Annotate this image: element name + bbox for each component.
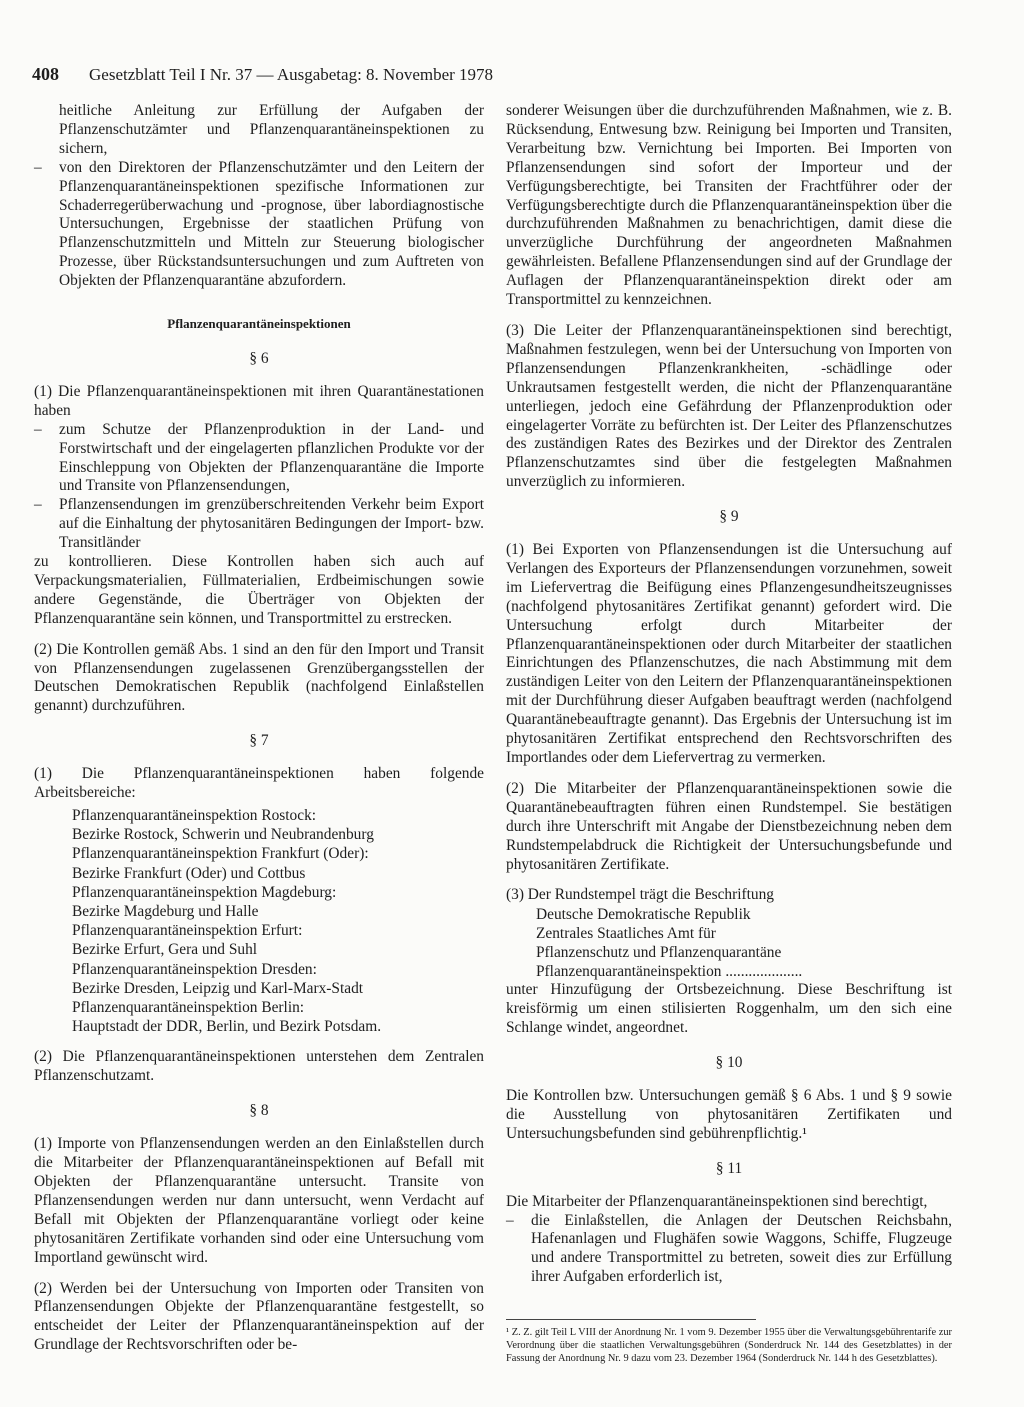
paragraph-8-1: (1) Importe von Pflanzensendungen werden an den Einlaßstellen durch die Mitarbeiter der Pflanzenquarantäneinspektionen auf Befall mit Objekten der Pflanzenquarantäne untersucht. Transite von Pflanzensendungen werden nur dann untersucht, wenn Verdacht auf Befall mit Objekten der Pflanzenquarantäne vorliegt oder keine phytosanitären Zertifikate vorhanden sind oder eine Untersuchung vom Importland gewünscht wird. [34,1135,484,1266]
list-item: Bezirke Magdeburg und Halle [72,903,259,921]
paragraph-9-3-continuation: unter Hinzufügung der Ortsbezeichnung. Diese Beschriftung ist kreisförmig um einen stilisierten Roggenhalm, um den sich eine Schlange windet, angeordnet. [506,981,952,1037]
paragraph-9-1: (1) Bei Exporten von Pflanzensendungen ist die Untersuchung auf Verlangen des Exporteurs der Pflanzensendungen vorzunehmen, soweit im Liefervertrag die Beifügung eines Pflanzengesundheitszeugnisses (nachfolgend phytosanitäres Zertifikat genannt) gefordert wird. Die Untersuchung erfolgt durch Mitarbeiter der Pflanzenquarantäneinspektionen oder durch Mitarbeiter der staatlichen Einrichtungen des Pflanzenschutzes, die nach Abstimmung mit dem zuständigen Leiter von den Leitern der Pflanzenquarantäneinspektionen mit der Durchführung dieser Aufgaben beauftragt werden (nachfolgend Quarantänebeauftragte genannt). Das Ergebnis der Untersuchung ist im phytosanitären Zertifikat entsprechend den Rechtsvorschriften des Importlandes oder dem Liefervertrag zu vermerken. [506,541,952,766]
page-number: 408 [32,64,59,84]
list-item: Pflanzenquarantäneinspektion Dresden: [72,960,317,978]
list-item: Pflanzenquarantäneinspektion Frankfurt (Oder): [72,845,369,863]
paragraph-6-1: (1) Die Pflanzenquarantäneinspektionen mit ihren Quarantänestationen haben [34,382,484,419]
paragraph-8-3: (3) Die Leiter der Pflanzenquarantäneinspektionen sind berechtigt, Maßnahmen festzulegen, wenn bei der Untersuchung von Importen von Pflanzensendungen Pflanzenkrankheiten, -schädlinge oder Unkrautsamen festgestellt werden, die nicht der Pflanzenquarantäne unterliegen, jedoch eine Gefährdung der Pflanzenproduktion oder eingelagerter Vorräte zu befürchten ist. Der Leiter des Pflanzenschutzes des zuständigen Rates des Bezirkes und der Direktor des Zentralen Pflanzenschutzamtes sind über die festgelegten Maßnahmen unverzüglich zu informieren. [506,321,952,491]
paragraph-6-2: (2) Die Kontrollen gemäß Abs. 1 sind an den für den Import und Transit von Pflanzensendungen zugelassenen Grenzübergangsstellen der Deutschen Demokratischen Republik (nachfolgend Einlaßstellen genannt) durchzuführen. [34,640,484,715]
list-item: Bezirke Erfurt, Gera und Suhl [72,941,258,959]
paragraph-8-title: § 8 [249,1102,269,1120]
paragraph-11-title: § 11 [715,1159,743,1177]
footnote-area [506,1319,952,1365]
paragraph-8-2: (2) Werden bei der Untersuchung von Importen oder Transiten von Pflanzensendungen Objekte der Pflanzenquarantäne festgestellt, so entscheidet der Leiter der Pflanzenquarantäneinspektion auf der Grundlage der Rechtsvorschriften oder be- [34,1279,484,1354]
paragraph-7-2: (2) Die Pflanzenquarantäneinspektionen unterstehen dem Zentralen Pflanzenschutzamt. [34,1048,484,1085]
paragraph-9-2: (2) Die Mitarbeiter der Pflanzenquarantäneinspektionen sowie die Quarantänebeauftragten führen einen Rundstempel. Sie bestätigen durch ihre Unterschrift mit Angabe der Dienstbezeichnung neben dem Rundstempelabdruck die Richtigkeit der Untersuchungsbefunde und phytosanitären Zertifikate. [506,779,952,873]
stamp-inscription [506,905,952,981]
right-column [506,102,952,1365]
paragraph-6-title: § 6 [249,349,269,367]
header-title: Gesetzblatt Teil I Nr. 37 — Ausgabetag: 8. November 1978 [89,65,494,84]
stamp-line: Pflanzenquarantäneinspektion .................... [536,963,803,981]
list-item: Pflanzenquarantäneinspektion Rostock: [72,807,317,824]
paragraph-8-2-continuation: sonderer Weisungen über die durchzuführenden Maßnahmen, wie z. B. Rücksendung, Entwesung bzw. Reinigung bei Importen und Transiten, Verarbeitung bzw. Vernichtung bei Importen. Bei Importen von Pflanzensendungen sind sofort der Importeur und der Verfügungsberechtigte, bei Transiten der Frachtführer oder der Verfügungsberechtigte durch die Pflanzenquarantäneinspektion über die durchzuführenden Maßnahmen zu benachrichtigen, damit diese die unverzügliche Durchführung der angeordneten Maßnahmen gewährleisten. Befallene Pflanzensendungen sind auf der Grundlage der Auflagen der Pflanzenquarantäneinspektion direkt oder am Transportmittel zu kennzeichnen. [506,102,952,309]
list-item: Pflanzenquarantäneinspektion Magdeburg: [72,883,337,901]
list-item: Bezirke Dresden, Leipzig und Karl-Marx-Stadt [72,979,364,997]
paragraph-6-dash-2: – Pflanzensendungen im grenzüberschreitenden Verkehr beim Export auf die Einhaltung der phytosanitären Bedingungen der Import- bzw. Transitländer [34,496,484,552]
list-item: Hauptstadt der DDR, Berlin, und Bezirk Potsdam. [72,1018,382,1036]
stamp-line: Zentrales Staatliches Amt für [536,925,716,943]
list-item: Bezirke Frankfurt (Oder) und Cottbus [72,864,306,882]
stamp-line: Deutsche Demokratische Republik [536,906,751,924]
left-column [34,102,484,1355]
page-header [32,60,732,88]
paragraph-11: Die Mitarbeiter der Pflanzenquarantäneinspektionen sind berechtigt, [506,1192,928,1210]
paragraph-10-title: § 10 [715,1054,743,1072]
paragraph-7-title: § 7 [249,732,269,750]
paragraph-9-3: (3) Der Rundstempel trägt die Beschriftung [506,886,774,904]
section-heading: Pflanzenquarantäneinspektionen [167,316,351,332]
stamp-line: Pflanzenschutz und Pflanzenquarantäne [536,944,782,962]
footnote-1: ¹ Z. Z. gilt Teil L VIII der Anordnung Nr. 1 vom 9. Dezember 1955 über die Verwaltungsgebührentarife zur Verordnung über die staatlichen Verwaltungsgebühren (Sonderdruck Nr. 144 des Gesetzblattes) in der Fassung der Anordnung Nr. 9 dazu vom 23. Dezember 1964 (Sonderdruck Nr. 144 h des Gesetzblattes). [506,1327,952,1365]
paragraph-7-1: (1) Die Pflanzenquarantäneinspektionen haben folgende Arbeitsbereiche: [34,765,484,802]
intro-dash-item: – von den Direktoren der Pflanzenschutzämter und den Leitern der Pflanzenquarantäneinspektionen spezifische Informationen zur Schaderregerüberwachung und -prognose, über labordiagnostische Untersuchungen, Ergebnisse der staatlichen Prüfung von Pflanzenschutzmitteln und Mitteln zur Steuerung biologischer Prozesse, über Rückstandsuntersuchungen und zum Auftreten von Objekten der Pflanzenquarantäne abzufordern. [34,158,484,290]
list-item: Pflanzenquarantäneinspektion Erfurt: [72,922,303,940]
footnote-rule [506,1319,756,1326]
paragraph-9-title: § 9 [719,508,739,526]
paragraph-6-dash-1: – zum Schutze der Pflanzenproduktion in der Land- und Forstwirtschaft und der eingelagerten pflanzlichen Produkte vor der Einschleppung von Objekten der Pflanzenquarantäne die Importe und Transite von Pflanzensendungen, [34,420,484,495]
inspection-area-list [34,806,484,1036]
list-item: Bezirke Rostock, Schwerin und Neubrandenburg [72,826,374,844]
paragraph-11-dash-1: – die Einlaßstellen, die Anlagen der Deutschen Reichsbahn, Hafenanlagen und Flughäfen sowie Waggons, Schiffe, Flugzeuge und andere Transportmittel zu betreten, soweit dies zur Erfüllung ihrer Aufgaben erforderlich ist, [506,1211,952,1286]
paragraph-10: Die Kontrollen bzw. Untersuchungen gemäß § 6 Abs. 1 und § 9 sowie die Ausstellung von phytosanitären Zertifikaten und Untersuchungsbefunden sind gebührenpflichtig.¹ [506,1086,952,1142]
intro-continuation: heitliche Anleitung zur Erfüllung der Aufgaben der Pflanzenschutzämter und Pflanzenquarantäneinspektionen zu sichern, [59,102,484,157]
paragraph-6-1-continuation: zu kontrollieren. Diese Kontrollen haben sich auch auf Verpackungsmaterialien, Füllmaterialien, Erdbeimischungen sowie andere Gegenstände, die Überträger von Objekten der Pflanzenquarantäne sein können, und Transportmittel zu erstrecken. [34,553,484,627]
list-item: Pflanzenquarantäneinspektion Berlin: [72,999,305,1017]
